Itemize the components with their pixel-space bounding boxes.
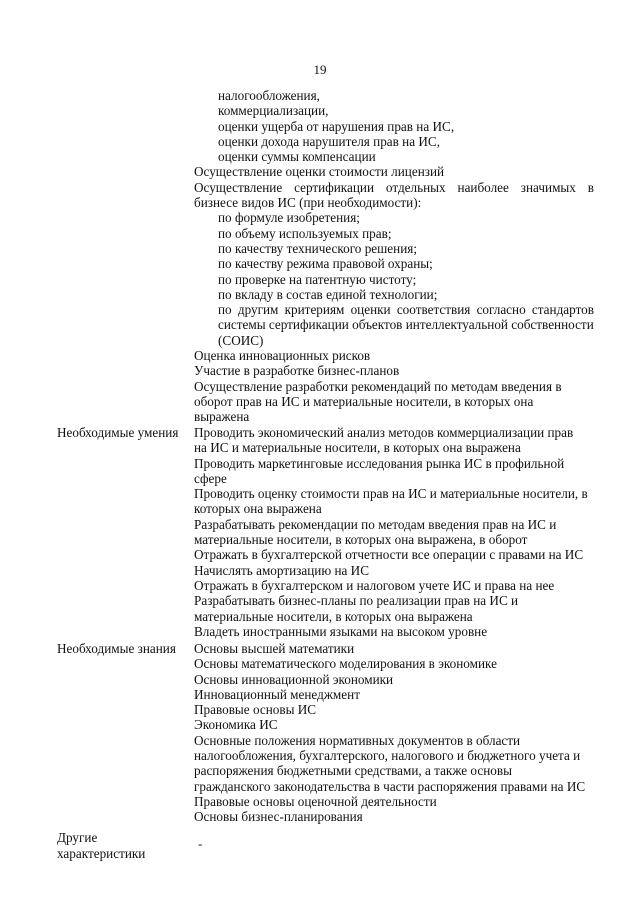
list-item: системы сертификации объектов интеллектуальной собственности [218,317,594,333]
list-item: коммерциализации, [218,103,329,119]
list-item: Разрабатывать бизнес-планы по реализации прав на ИС и [194,593,519,609]
skills-list [194,425,594,639]
list-item: по другим критериям оценки соответствия согласно стандартов [218,302,594,318]
list-item: оборот прав на ИС и материальные носители, в которых она [194,393,534,409]
other-label-line2: характеристики [57,846,146,861]
list-item: гражданского законодательства в части распоряжения правами на ИС [194,778,586,794]
list-item: Разрабатывать рекомендации по методам введения прав на ИС и [194,516,557,532]
list-item: Основные положения нормативных документов в области [194,732,521,748]
list-item: по объему используемых прав; [218,225,392,241]
list-item: по формуле изобретения; [218,210,360,226]
knowledge-list [194,641,594,825]
list-item: по качеству режима правовой охраны; [218,256,433,272]
list-item: Участие в разработке бизнес-планов [194,363,400,379]
list-item: материальные носители, в которых она выражена [194,608,473,624]
list-item: Инновационный менеджмент [194,686,360,702]
list-item: Проводить маркетинговые исследования рынка ИС в профильной [194,455,565,471]
list-item: материальные носители, в которых она выражена, в оборот [194,532,528,548]
list-item: Отражать в бухгалтерском и налоговом учете ИС и права на нее [194,577,555,593]
list-item: налогообложения, бухгалтерского, налогового и бюджетного учета и [194,748,581,764]
list-item: по качеству технического решения; [218,240,417,256]
list-item: Основы бизнес-планирования [194,809,363,825]
list-item: Основы математического моделирования в экономике [194,656,497,672]
list-item: Осуществление оценки стоимости лицензий [194,164,445,180]
list-item: налогообложения, [218,88,320,103]
other-label-line1: Другие [57,830,98,845]
list-item: Экономика ИС [194,717,278,733]
list-item: Основы высшей математики [194,641,355,656]
list-item: оценки дохода нарушителя прав на ИС, [218,133,441,149]
list-item: которых она выражена [194,501,322,517]
other-label [57,830,197,862]
list-item: по проверке на патентную чистоту; [218,271,417,287]
list-item: оценки суммы компенсации [218,149,376,165]
list-item: Проводить экономический анализ методов коммерциализации прав [194,425,574,440]
list-item: выражена [194,409,250,425]
list-item: на ИС и материальные носители, в которых она выражена [194,440,521,456]
list-item: по вкладу в состав единой технологии; [218,286,438,302]
list-item: оценки ущерба от нарушения прав на ИС, [218,118,455,134]
list-item: (СОИС) [218,332,264,348]
list-item: Владеть иностранными языками на высоком уровне [194,623,488,639]
knowledge-label: Необходимые знания [57,641,176,656]
skills-label: Необходимые умения [57,425,179,440]
list-item: Оценка инновационных рисков [194,348,371,364]
continuation-block [194,88,594,425]
list-item: Осуществление сертификации отдельных наиболее значимых в [194,179,594,195]
list-item: распоряжения бюджетными средствами, а также основы [194,763,512,779]
list-item: Основы инновационной экономики [194,671,394,687]
other-value: - [198,836,203,851]
page-number: 19 [313,62,327,77]
list-item: Проводить оценку стоимости прав на ИС и материальные носители, в [194,486,588,502]
list-item: Правовые основы оценочной деятельности [194,793,437,809]
list-item: сфере [194,470,227,486]
list-item: Отражать в бухгалтерской отчетности все операции с правами на ИС [194,547,584,563]
list-item: Осуществление разработки рекомендаций по методам введения в [194,378,562,394]
list-item: бизнесе видов ИС (при необходимости): [194,195,422,211]
list-item: Начислять амортизацию на ИС [194,562,369,578]
list-item: Правовые основы ИС [194,702,317,718]
